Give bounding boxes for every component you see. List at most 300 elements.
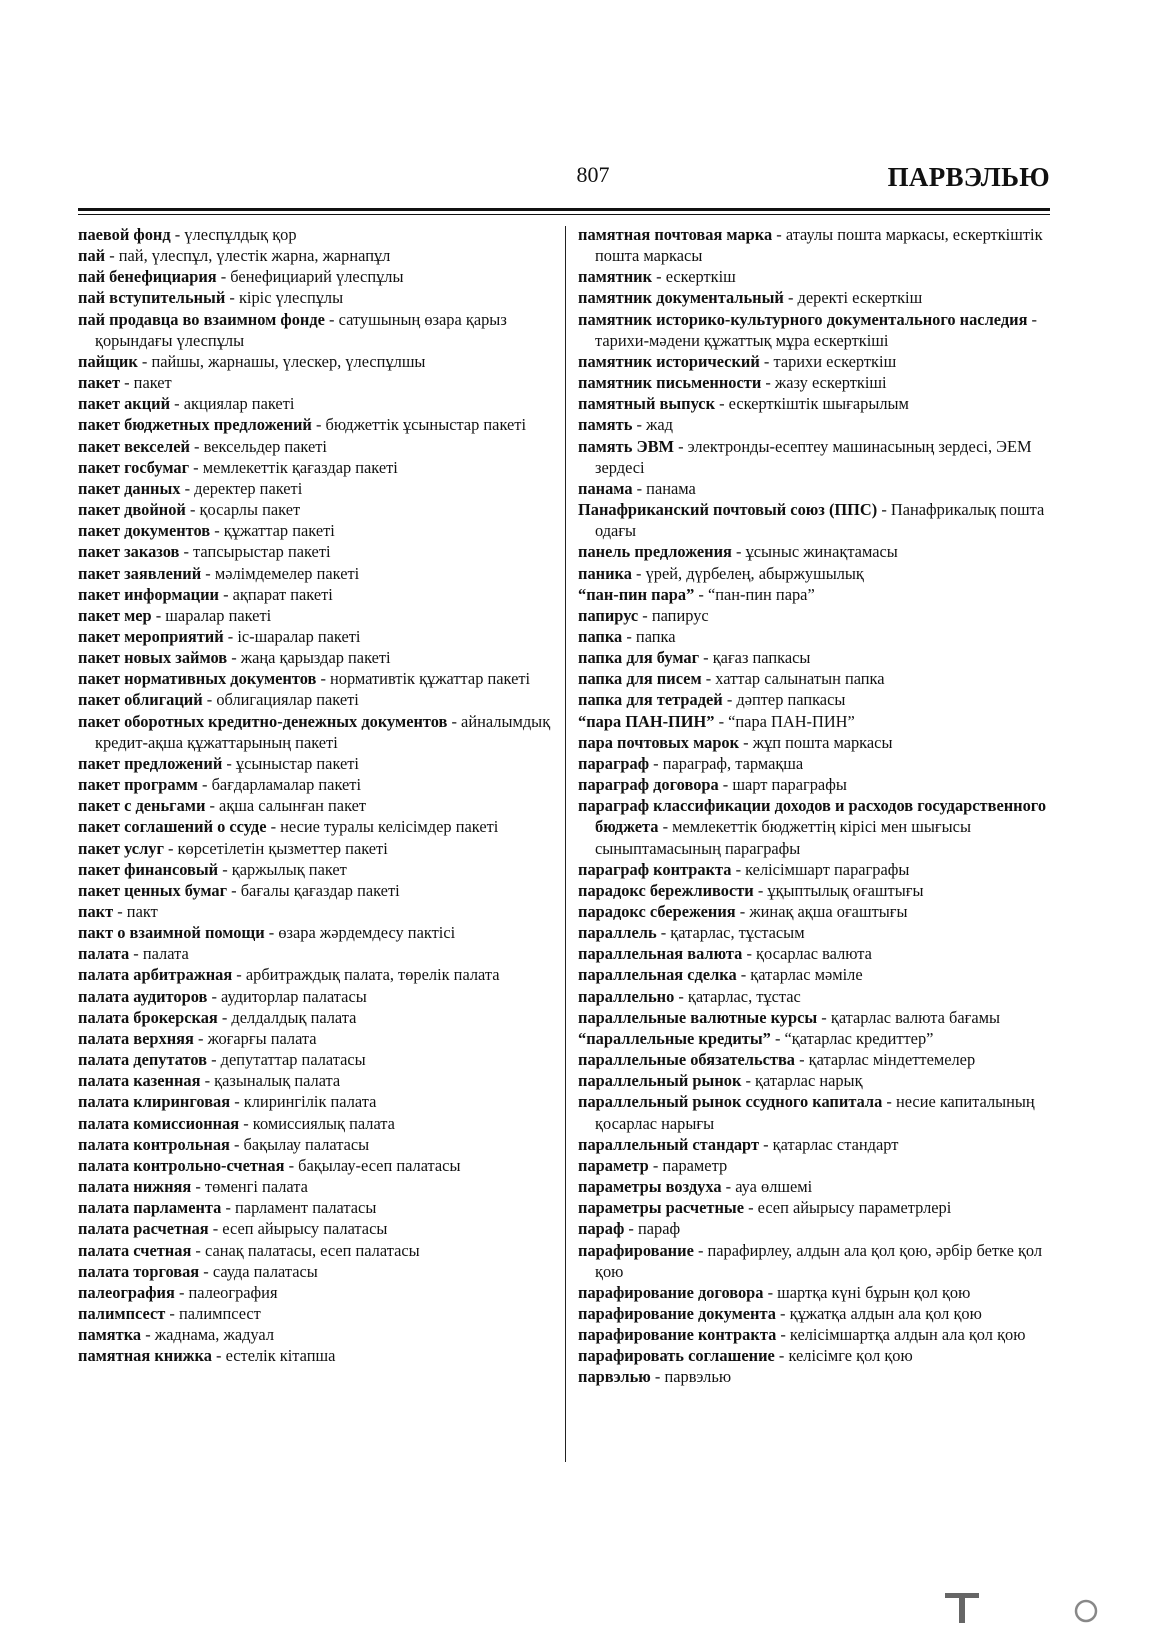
entry-definition: - есеп айырысу параметрлері <box>744 1198 952 1218</box>
entry-term: палата счетная <box>78 1240 192 1260</box>
column-divider <box>565 226 566 1462</box>
entry-definition: - аудиторлар палатасы <box>207 986 367 1006</box>
dictionary-entry <box>78 838 552 859</box>
entry-term: параллельный рынок ссудного капитала <box>578 1092 883 1112</box>
entry-definition: - Панафрикалық пошта одағы <box>595 500 1045 541</box>
dictionary-entry <box>78 1197 552 1218</box>
header-rule <box>78 208 1050 211</box>
entry-term: пакет заявлений <box>78 563 202 583</box>
dictionary-entry <box>578 1155 1050 1176</box>
entry-definition: - клирингілік палата <box>230 1092 377 1112</box>
entry-definition: - естелік кітапша <box>211 1346 336 1366</box>
dictionary-entry <box>578 309 1050 351</box>
dictionary-entry <box>578 774 1050 795</box>
entry-term: параф <box>578 1219 625 1239</box>
dictionary-entry <box>78 351 552 372</box>
entry-term: палата клиринговая <box>78 1092 231 1112</box>
entry-definition: - тарихи-мәдени құжаттық мұра ескерткіші <box>595 309 1038 350</box>
dictionary-entry <box>578 901 1050 922</box>
entry-definition: - комиссиялық палата <box>239 1113 395 1133</box>
dictionary-entry <box>78 563 552 584</box>
entry-definition: - құжаттар пакеті <box>210 521 335 541</box>
entry-definition: - шарт параграфы <box>718 775 847 795</box>
entry-definition: - “қатарлас кредиттер” <box>770 1028 934 1048</box>
entry-definition: - ескерткіштік шығарылым <box>715 394 909 414</box>
dictionary-entry <box>78 943 552 964</box>
dictionary-entry <box>78 393 552 414</box>
dictionary-entry <box>578 224 1050 266</box>
entry-definition: - парламент палатасы <box>221 1198 377 1218</box>
entry-term: пакет облигаций <box>78 690 203 710</box>
entry-term: параллельные обязательства <box>578 1050 796 1070</box>
entry-definition: - “пара ПАН-ПИН” <box>714 711 855 731</box>
dictionary-entry <box>78 795 552 816</box>
dictionary-entry <box>78 1240 552 1261</box>
entry-term: палата парламента <box>78 1198 222 1218</box>
entry-term: параллельные валютные курсы <box>578 1007 818 1027</box>
entry-definition: - электронды-есептеу машинасының зердесі, ЭЕМ зердесі <box>595 436 1032 477</box>
entry-definition: - жұп пошта маркасы <box>739 732 893 752</box>
dictionary-entry <box>578 1303 1050 1324</box>
entry-term: парафирование <box>578 1240 694 1260</box>
dictionary-entry <box>578 647 1050 668</box>
dictionary-entry <box>578 1028 1050 1049</box>
dictionary-entry <box>78 647 552 668</box>
entry-definition: - жаңа қарыздар пакеті <box>227 648 391 668</box>
dictionary-entry <box>578 1282 1050 1303</box>
dictionary-entry <box>578 711 1050 732</box>
dictionary-entry <box>78 1134 552 1155</box>
entry-term: паевой фонд <box>78 225 171 244</box>
entry-definition: - бенефициарий үлеспұлы <box>216 267 404 287</box>
entry-term: пакет госбумаг <box>78 457 190 477</box>
entry-term: параллельный рынок <box>578 1071 742 1091</box>
dictionary-entry <box>78 689 552 710</box>
entry-definition: - шаралар пакеті <box>151 605 272 625</box>
entry-term: пакет документов <box>78 521 211 541</box>
entry-term: пакт о взаимной помощи <box>78 923 265 943</box>
entry-term: парафировать соглашение <box>578 1346 775 1366</box>
dictionary-entry <box>578 563 1050 584</box>
entry-term: парвэлью <box>578 1367 651 1387</box>
entry-term: парадокс сбережения <box>578 902 736 921</box>
dictionary-entry <box>78 922 552 943</box>
entry-term: папка для писем <box>578 669 702 689</box>
entry-term: параметры воздуха <box>578 1177 722 1197</box>
right-column <box>578 224 1050 1388</box>
dictionary-entry <box>578 584 1050 605</box>
dictionary-entry <box>78 287 552 308</box>
entry-term: палата <box>78 944 130 964</box>
entry-definition: - пакет <box>120 373 172 393</box>
entry-term: пакет оборотных кредитно-денежных документов <box>78 711 448 731</box>
header-rule-thin <box>78 214 1050 215</box>
entry-term: параллельная сделка <box>578 965 737 985</box>
entry-definition: - сауда палатасы <box>199 1261 318 1281</box>
dictionary-entry <box>78 753 552 774</box>
entry-term: пай бенефициария <box>78 267 217 287</box>
entry-term: палата комиссионная <box>78 1113 240 1133</box>
entry-definition: - кіріс үлеспұлы <box>225 288 344 308</box>
entry-term: пакт <box>78 902 114 921</box>
dictionary-entry <box>78 457 552 478</box>
entry-definition: - санақ палатасы, есеп палатасы <box>191 1240 420 1260</box>
dictionary-entry <box>78 880 552 901</box>
entry-definition: - депутаттар палатасы <box>207 1050 366 1070</box>
entry-term: “пара ПАН-ПИН” <box>578 711 715 731</box>
dictionary-entry <box>78 1113 552 1134</box>
entry-term: пакет финансовый <box>78 859 219 879</box>
dictionary-entry <box>578 393 1050 414</box>
entry-term: пара почтовых марок <box>578 732 740 752</box>
page-header <box>78 152 1050 212</box>
entry-term: паника <box>578 563 632 583</box>
entry-term: пакет векселей <box>78 436 190 456</box>
dictionary-entry <box>78 309 552 351</box>
entry-term: пакет двойной <box>78 500 186 520</box>
dictionary-entry <box>78 1049 552 1070</box>
dictionary-entry <box>78 1282 552 1303</box>
entry-term: палата контрольно-счетная <box>78 1155 285 1175</box>
dictionary-entry <box>578 859 1050 880</box>
entry-definition: - ақша салынған пакет <box>205 796 367 816</box>
entry-definition: - келісімге қол қою <box>774 1346 913 1366</box>
entry-definition: - папирус <box>638 605 709 625</box>
entry-term: палата аудиторов <box>78 986 208 1006</box>
entry-term: памятник исторический <box>578 351 760 371</box>
entry-definition: - парвэлью <box>650 1367 732 1387</box>
dictionary-entry <box>578 943 1050 964</box>
entry-definition: - қазыналық палата <box>200 1071 341 1091</box>
dictionary-entry <box>578 351 1050 372</box>
entry-definition: - көрсетілетін қызметтер пакеті <box>163 838 388 858</box>
entry-term: папка <box>578 626 623 646</box>
entry-definition: - өзара жәрдемдесу пактісі <box>264 923 456 943</box>
entry-definition: - деректі ескерткіш <box>783 288 923 308</box>
entry-definition: - параметр <box>648 1155 728 1175</box>
entry-term: пакет предложений <box>78 753 223 773</box>
entry-term: парадокс бережливости <box>578 880 754 900</box>
entry-definition: - “пан-пин пара” <box>694 584 815 604</box>
entry-term: палимпсест <box>78 1303 166 1323</box>
dictionary-entry <box>578 1007 1050 1028</box>
entry-definition: - арбитраждық палата, төрелік палата <box>232 965 500 985</box>
entry-term: параллельный стандарт <box>578 1134 760 1154</box>
entry-definition: - қатарлас міндеттемелер <box>795 1050 976 1070</box>
entry-term: параграф договора <box>578 775 719 795</box>
dictionary-entry <box>78 414 552 435</box>
entry-term: папирус <box>578 605 639 625</box>
dictionary-entry <box>578 1134 1050 1155</box>
entry-term: пакет мер <box>78 605 152 625</box>
dictionary-entry <box>78 1176 552 1197</box>
entry-term: палата контрольная <box>78 1134 230 1154</box>
entry-definition: - вексельдер пакеті <box>189 436 327 456</box>
dictionary-entry <box>78 541 552 562</box>
entry-term: парафирование документа <box>578 1303 776 1323</box>
dictionary-entry <box>78 1007 552 1028</box>
entry-term: “пан-пин пара” <box>578 584 695 604</box>
dictionary-entry <box>78 964 552 985</box>
dictionary-entry <box>578 732 1050 753</box>
dictionary-entry <box>78 626 552 647</box>
dictionary-entry <box>78 1324 552 1345</box>
dictionary-entry <box>78 1261 552 1282</box>
entry-definition: - деректер пакеті <box>180 478 303 498</box>
entry-term: параграф <box>578 753 650 773</box>
entry-definition: - несие туралы келісімдер пакеті <box>266 817 499 837</box>
dictionary-entry <box>578 1240 1050 1282</box>
dictionary-entry <box>78 816 552 837</box>
entry-term: пайщик <box>78 351 138 371</box>
dictionary-entry <box>578 626 1050 647</box>
entry-definition: - ұсыныстар пакеті <box>222 753 359 773</box>
dictionary-entry <box>78 478 552 499</box>
dictionary-entry <box>578 266 1050 287</box>
dictionary-entry <box>578 1366 1050 1387</box>
entry-term: пакет с деньгами <box>78 796 206 816</box>
entry-term: параметр <box>578 1155 649 1175</box>
entry-definition: - акциялар пакеті <box>170 394 295 414</box>
dictionary-entry <box>578 414 1050 435</box>
dictionary-entry <box>78 1091 552 1112</box>
dictionary-entry <box>78 1345 552 1366</box>
dictionary-entry <box>578 880 1050 901</box>
entry-term: панель предложения <box>578 542 732 562</box>
dictionary-entry <box>578 668 1050 689</box>
entry-definition: - ақпарат пакеті <box>218 584 333 604</box>
entry-term: пакет <box>78 373 121 393</box>
entry-term: пакет мероприятий <box>78 626 224 646</box>
entry-definition: - дәптер папкасы <box>722 690 846 710</box>
entry-definition: - ұсыныс жинақтамасы <box>731 542 898 562</box>
entry-term: Панафриканский почтовый союз (ППС) <box>578 500 878 520</box>
dictionary-entry <box>578 1345 1050 1366</box>
dictionary-entry <box>578 1049 1050 1070</box>
dictionary-entry <box>78 1303 552 1324</box>
dictionary-entry <box>578 1091 1050 1133</box>
entry-term: папка для тетрадей <box>578 690 723 710</box>
entry-term: панама <box>578 478 633 498</box>
entry-definition: - сатушының өзара қарыз қорындағы үлеспұлы <box>95 309 507 350</box>
entry-definition: - құжатқа алдын ала қол қою <box>775 1303 982 1323</box>
entry-term: папка для бумаг <box>578 648 700 668</box>
entry-term: пакет услуг <box>78 838 164 858</box>
dictionary-entry <box>78 372 552 393</box>
entry-definition: - пайшы, жарнашы, үлескер, үлеспұлшы <box>137 351 426 371</box>
entry-definition: - палеография <box>174 1282 278 1302</box>
entry-definition: - папка <box>622 626 676 646</box>
entry-definition: - тарихи ескерткіш <box>759 351 897 371</box>
dictionary-entry <box>578 541 1050 562</box>
entry-term: памятник историко-культурного документального наследия <box>578 309 1028 329</box>
dictionary-entry <box>78 1070 552 1091</box>
entry-term: палата брокерская <box>78 1007 218 1027</box>
entry-term: параграф классификации доходов и расходов государственного бюджета <box>578 796 1047 837</box>
entry-definition: - параф <box>624 1219 681 1239</box>
entry-definition: - нормативтік құжаттар пакеті <box>316 669 531 689</box>
entry-definition: - қаржылық пакет <box>218 859 347 879</box>
entry-definition: - келісімшартқа алдын ала қол қою <box>776 1325 1026 1345</box>
entry-term: параллельно <box>578 986 675 1006</box>
dictionary-entry <box>78 584 552 605</box>
dictionary-entry <box>78 605 552 626</box>
entry-term: парафирование контракта <box>578 1325 777 1345</box>
entry-definition: - ескерткіш <box>652 267 736 287</box>
dictionary-entry <box>78 668 552 689</box>
entry-definition: - хаттар салынатын папка <box>701 669 885 689</box>
dictionary-entry <box>78 901 552 922</box>
entry-definition: - мемлекеттік қағаздар пакеті <box>189 457 398 477</box>
dictionary-entry <box>578 499 1050 541</box>
entry-term: пай <box>78 246 106 266</box>
entry-term: палеография <box>78 1282 175 1302</box>
entry-term: палата торговая <box>78 1261 200 1281</box>
dictionary-entry <box>78 436 552 457</box>
entry-term: памятный выпуск <box>578 394 716 414</box>
dictionary-entry <box>78 520 552 541</box>
dictionary-entry <box>78 266 552 287</box>
dictionary-entry <box>78 859 552 880</box>
entry-definition: - қағаз папкасы <box>699 648 811 668</box>
entry-term: памятка <box>78 1325 142 1345</box>
dictionary-entry <box>78 224 552 245</box>
entry-definition: - қатарлас, тұстасым <box>656 923 805 943</box>
entry-definition: - жоғарғы палата <box>193 1028 317 1048</box>
dictionary-entry <box>578 922 1050 943</box>
dictionary-entry <box>578 436 1050 478</box>
entry-term: память ЭВМ <box>578 436 675 456</box>
entry-definition: - ауа өлшемі <box>721 1177 813 1197</box>
entry-definition: - қатарлас, тұстас <box>674 986 801 1006</box>
dictionary-entry <box>78 1155 552 1176</box>
entry-definition: - делдалдық палата <box>217 1007 357 1027</box>
entry-definition: - қатарлас стандарт <box>759 1134 899 1154</box>
entry-definition: - атаулы пошта маркасы, ескерткіштік пошта маркасы <box>595 225 1043 266</box>
entry-definition: - пай, үлеспұл, үлестік жарна, жарнапұл <box>105 246 391 266</box>
entry-term: параметры расчетные <box>578 1198 744 1218</box>
entry-definition: - бюджеттік ұсыныстар пакеті <box>311 415 527 435</box>
entry-term: палата верхняя <box>78 1028 194 1048</box>
entry-definition: - бақылау палатасы <box>229 1134 370 1154</box>
entry-definition: - жазу ескерткіші <box>761 373 887 393</box>
left-column <box>78 224 552 1366</box>
entry-definition: - тапсырыстар пакеті <box>179 542 331 562</box>
entry-term: пакет программ <box>78 775 198 795</box>
dictionary-entry <box>578 287 1050 308</box>
dictionary-entry <box>578 753 1050 774</box>
entry-term: пакет информации <box>78 584 219 604</box>
entry-definition: - қатарлас валюта бағамы <box>817 1007 1000 1027</box>
dictionary-entry <box>578 986 1050 1007</box>
entry-term: параграф контракта <box>578 859 732 879</box>
dictionary-entry <box>78 1028 552 1049</box>
entry-term: пакет нормативных документов <box>78 669 317 689</box>
entry-definition: - ұқыптылық оғаштығы <box>753 880 924 900</box>
entry-term: параллельная валюта <box>578 944 743 964</box>
entry-term: парафирование договора <box>578 1282 764 1302</box>
dictionary-entry <box>578 605 1050 626</box>
entry-term: памятная почтовая марка <box>578 225 773 244</box>
entry-term: палата расчетная <box>78 1219 209 1239</box>
entry-definition: - қосарлы пакет <box>185 500 301 520</box>
entry-definition: - несие капиталының қосарлас нарығы <box>595 1092 1035 1133</box>
entry-definition: - жинақ ақша оғаштығы <box>735 902 908 921</box>
entry-definition: - келісімшарт параграфы <box>731 859 910 879</box>
entry-definition: - қатарлас мәміле <box>736 965 863 985</box>
dictionary-entry <box>78 774 552 795</box>
entry-definition: - бағалы қағаздар пакеті <box>227 880 400 900</box>
entry-term: память <box>578 415 633 435</box>
dictionary-entry <box>78 245 552 266</box>
dictionary-entry <box>78 499 552 520</box>
entry-term: пай вступительный <box>78 288 226 308</box>
entry-term: пакет бюджетных предложений <box>78 415 312 435</box>
entry-definition: - палата <box>129 944 189 964</box>
dictionary-entry <box>578 964 1050 985</box>
entry-term: пакет ценных бумаг <box>78 880 228 900</box>
entry-definition: - парафирлеу, алдын ала қол қою, әрбір бетке қол қою <box>595 1240 1043 1281</box>
entry-term: пакет новых займов <box>78 648 228 668</box>
entry-definition: - есеп айырысу палатасы <box>208 1219 388 1239</box>
entry-definition: - бақылау-есеп палатасы <box>284 1155 461 1175</box>
entry-term: памятная книжка <box>78 1346 212 1366</box>
entry-term: палата казенная <box>78 1071 201 1091</box>
entry-term: палата депутатов <box>78 1050 207 1070</box>
entry-definition: - параграф, тармақша <box>649 753 804 773</box>
entry-term: пакет акций <box>78 394 171 414</box>
termincom-logo <box>945 1585 1145 1627</box>
entry-definition: - облигациялар пакеті <box>202 690 359 710</box>
entry-definition: - панама <box>632 478 696 498</box>
entry-definition: - пакт <box>113 902 158 921</box>
entry-definition: - үрей, дүрбелең, абыржушылық <box>631 563 864 583</box>
entry-definition: - бағдарламалар пакеті <box>197 775 361 795</box>
dictionary-entry <box>578 478 1050 499</box>
entry-definition: - жаднама, жадуал <box>141 1325 275 1345</box>
dictionary-entry <box>578 689 1050 710</box>
entry-definition: - төменгі палата <box>191 1177 308 1197</box>
entry-term: памятник письменности <box>578 373 762 393</box>
dictionary-entry <box>578 1176 1050 1197</box>
dictionary-entry <box>578 1324 1050 1345</box>
dictionary-entry <box>78 986 552 1007</box>
entry-definition: - үлеспұлдық қор <box>170 225 297 244</box>
entry-term: пакет данных <box>78 478 181 498</box>
entry-definition: - шартқа күні бұрын қол қою <box>763 1282 971 1302</box>
entry-definition: - мемлекеттік бюджеттің кірісі мен шығысы сыныптамасының параграфы <box>595 817 971 858</box>
entry-term: “параллельные кредиты” <box>578 1028 771 1048</box>
entry-term: пакет заказов <box>78 542 180 562</box>
page-number: 807 <box>576 162 610 187</box>
entry-definition: - палимпсест <box>165 1303 261 1323</box>
entry-term: памятник документальный <box>578 288 784 308</box>
dictionary-entry <box>578 372 1050 393</box>
logo-graphic <box>945 1585 1145 1627</box>
entry-definition: - қосарлас валюта <box>742 944 872 964</box>
entry-definition: - іс-шаралар пакеті <box>223 626 361 646</box>
entry-term: параллель <box>578 923 657 943</box>
dictionary-entry <box>78 1218 552 1239</box>
dictionary-entry <box>578 795 1050 858</box>
entry-term: палата нижняя <box>78 1177 192 1197</box>
entry-term: пакет соглашений о ссуде <box>78 817 267 837</box>
dictionary-entry <box>78 711 552 753</box>
entry-term: пай продавца во взаимном фонде <box>78 309 325 329</box>
entry-definition: - жад <box>632 415 673 435</box>
entry-definition: - қатарлас нарық <box>741 1071 863 1091</box>
dictionary-entry <box>578 1218 1050 1239</box>
